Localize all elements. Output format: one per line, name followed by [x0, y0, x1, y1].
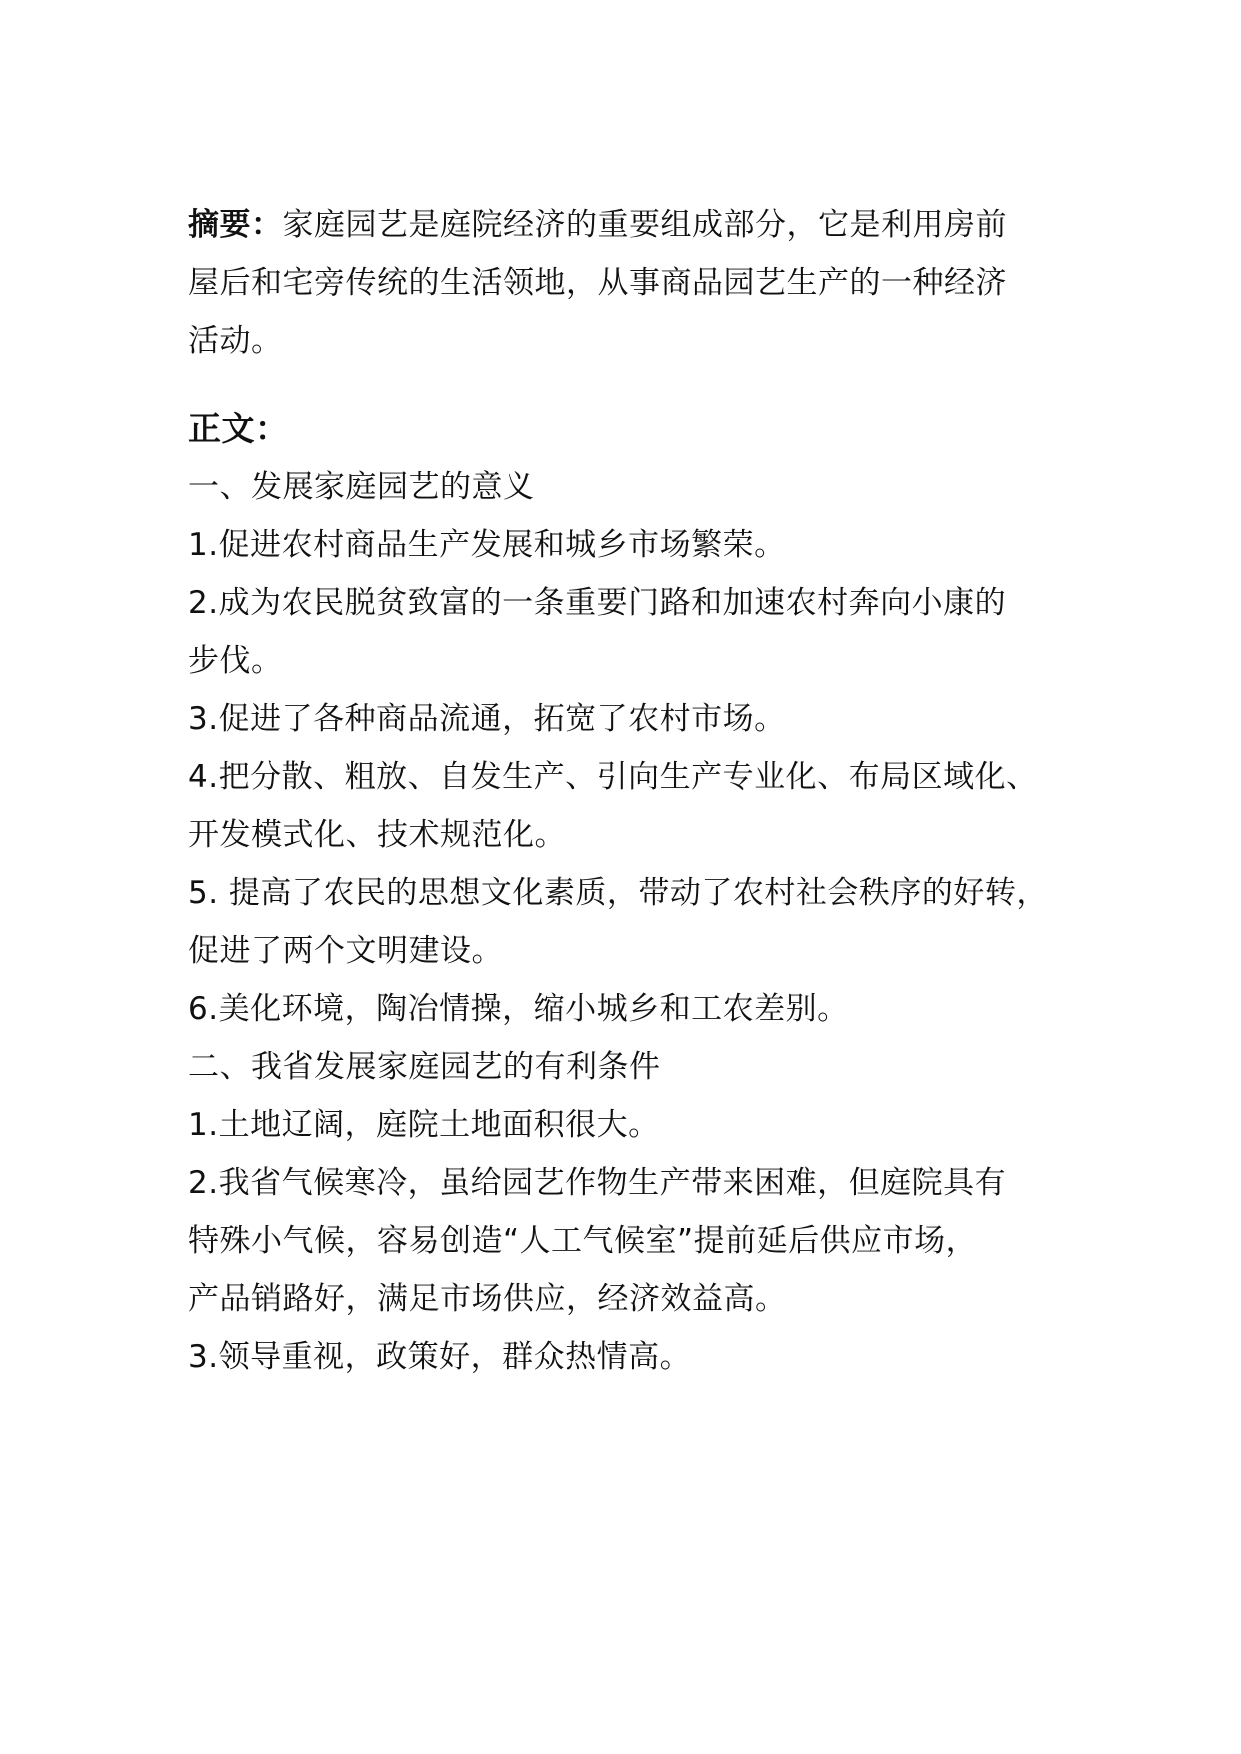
abstract-label: 摘要： [188, 207, 283, 243]
section2-title: 二、我省发展家庭园艺的有利条件 [188, 1049, 661, 1085]
abstract-line-3: 活动。 [188, 323, 283, 359]
document-page [188, 0, 1088, 1754]
section2-item-2-line-3: 产品销路好，满足市场供应，经济效益高。 [188, 1281, 787, 1317]
section2-item-2-line-1: 2.我省气候寒冷，虽给园艺作物生产带来困难，但庭院具有 [188, 1165, 1007, 1201]
section1-item-2-line-1: 2.成为农民脱贫致富的一条重要门路和加速农村奔向小康的 [188, 585, 1007, 621]
body-heading: 正文： [188, 409, 289, 448]
section1-item-5-line-1: 5. 提高了农民的思想文化素质，带动了农村社会秩序的好转， [188, 875, 1048, 911]
section1-item-6: 6.美化环境，陶冶情操，缩小城乡和工农差别。 [188, 991, 849, 1027]
section1-item-4-line-1: 4.把分散、粗放、自发生产、引向生产专业化、布局区域化、 [188, 759, 1038, 795]
abstract-line-1 [188, 205, 1007, 245]
section1-title: 一、发展家庭园艺的意义 [188, 469, 535, 505]
section1-item-1: 1.促进农村商品生产发展和城乡市场繁荣。 [188, 527, 786, 563]
section2-item-3: 3.领导重视，政策好，群众热情高。 [188, 1339, 692, 1375]
abstract-line-2: 屋后和宅旁传统的生活领地，从事商品园艺生产的一种经济 [188, 265, 1007, 301]
section1-item-3: 3.促进了各种商品流通，拓宽了农村市场。 [188, 701, 786, 737]
section1-item-4-line-2: 开发模式化、技术规范化。 [188, 817, 566, 853]
section2-item-2-line-2: 特殊小气候，容易创造“人工气候室”提前延后供应市场， [188, 1223, 978, 1259]
abstract-text: 家庭园艺是庭院经济的重要组成部分，它是利用房前 [282, 207, 1007, 243]
section1-item-2-line-2: 步伐。 [188, 643, 283, 679]
section2-item-1: 1.土地辽阔，庭院土地面积很大。 [188, 1107, 660, 1143]
section1-item-5-line-2: 促进了两个文明建设。 [188, 933, 503, 969]
